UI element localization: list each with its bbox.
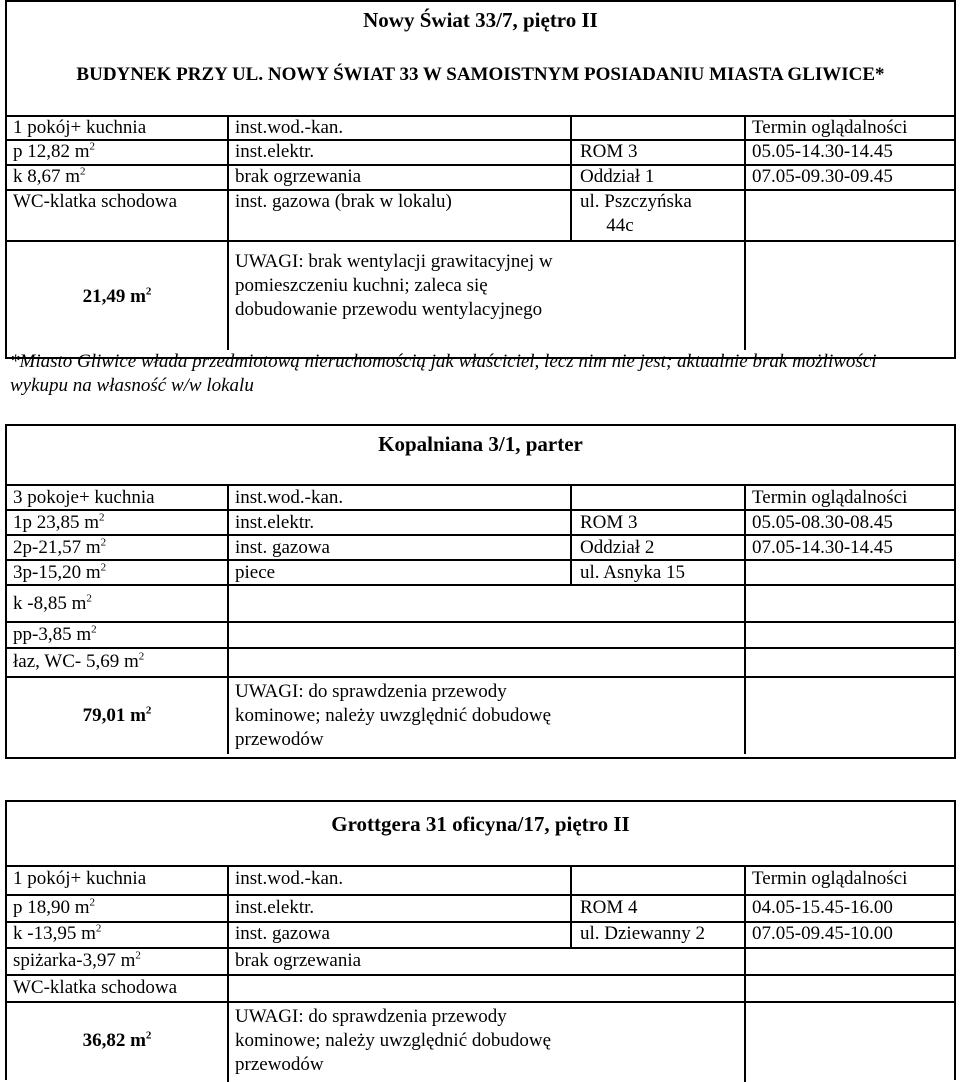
total-area: 21,49 $m^2$ [82, 285, 152, 307]
branch-address: ul. Asnyka 15 [580, 562, 686, 583]
section-nowy-swiat [5, 0, 956, 359]
room-label: WC-klatka schodowa [13, 191, 178, 212]
branch-address: 44c [606, 215, 634, 236]
room-area: spiżarka-3,97 $m^2$ [13, 949, 141, 971]
col-divider [744, 115, 746, 350]
room-area: 3p-15,20 $m^2$ [13, 561, 107, 583]
installation-item: inst.wod.-kan. [235, 117, 344, 138]
row-divider [7, 647, 954, 649]
branch-label: Oddział 2 [580, 537, 655, 558]
viewing-date: 05.05-08.30-08.45 [752, 512, 893, 533]
row-divider [7, 584, 954, 586]
rom-label: ROM 3 [580, 141, 638, 162]
branch-address: ul. Dziewanny 2 [580, 923, 706, 944]
room-label: 3 pokoje+ kuchnia [13, 487, 155, 508]
room-area: 2p-21,57 $m^2$ [13, 536, 107, 558]
viewing-date: 04.05-15.45-16.00 [752, 897, 893, 918]
row-divider [7, 947, 954, 949]
row-divider [7, 240, 954, 242]
row-divider [7, 621, 954, 623]
col-divider [744, 484, 746, 754]
installation-item: inst.elektr. [235, 897, 315, 918]
remarks: UWAGI: do sprawdzenia przewody kominowe; należy uwzględnić dobudowę przewodów [235, 681, 552, 750]
col-divider [227, 865, 229, 1082]
room-area: k -13,95 $m^2$ [13, 922, 102, 944]
room-area: 1p 23,85 $m^2$ [13, 511, 105, 533]
room-area: p 18,90 $m^2$ [13, 896, 96, 918]
viewing-header: Termin oglądalności [752, 117, 908, 138]
room-area: pp-3,85 $m^2$ [13, 623, 97, 645]
room-area: k 8,67 $m^2$ [13, 165, 86, 187]
branch-label: Oddział 1 [580, 166, 655, 187]
installation-item: brak ogrzewania [235, 950, 362, 971]
room-label: WC-klatka schodowa [13, 977, 178, 998]
installation-item: inst.wod.-kan. [235, 868, 344, 889]
room-label: 1 pokój+ kuchnia [13, 117, 147, 138]
remarks: UWAGI: do sprawdzenia przewody kominowe; należy uwzględnić dobudowę przewodów [235, 1006, 552, 1075]
section-title: Nowy Świat 33/7, piętro II [363, 8, 598, 32]
installation-item: inst. gazowa (brak w lokalu) [235, 191, 452, 212]
col-divider [570, 115, 572, 240]
installation-item: inst.elektr. [235, 141, 315, 162]
section-subtitle: BUDYNEK PRZY UL. NOWY ŚWIAT 33 W SAMOISTNYM POSIADANIU MIASTA GLIWICE* [76, 64, 885, 85]
viewing-date: 07.05-09.30-09.45 [752, 166, 893, 187]
row-divider [7, 1001, 954, 1003]
installation-item: piece [235, 562, 276, 583]
room-label: 1 pokój+ kuchnia [13, 868, 147, 889]
viewing-date: 07.05-14.30-14.45 [752, 537, 893, 558]
col-divider [744, 865, 746, 1082]
viewing-header: Termin oglądalności [752, 487, 908, 508]
section-title: Kopalniana 3/1, parter [378, 432, 583, 456]
remarks: UWAGI: brak wentylacji grawitacyjnej w pomieszczeniu kuchni; zaleca się dobudowanie przewodu wentylacyjnego [235, 251, 553, 320]
viewing-date: 07.05-09.45-10.00 [752, 923, 893, 944]
col-divider [570, 484, 572, 584]
rom-label: ROM 4 [580, 897, 638, 918]
installation-item: inst.wod.-kan. [235, 487, 344, 508]
footnote: *Miasto Gliwice włada przedmiotową nieruchomością jak właściciel, lecz nim nie jest; aktualnie brak możliwości wykupu na własność w/w lokalu [10, 351, 877, 396]
branch-address: ul. Pszczyńska [580, 191, 692, 212]
room-area: k -8,85 $m^2$ [13, 592, 92, 614]
room-area: p 12,82 $m^2$ [13, 140, 96, 162]
viewing-header: Termin oglądalności [752, 868, 908, 889]
total-area: 79,01 $m^2$ [82, 704, 152, 726]
installation-item: inst. gazowa [235, 537, 330, 558]
rom-label: ROM 3 [580, 512, 638, 533]
viewing-date: 05.05-14.30-14.45 [752, 141, 893, 162]
col-divider [570, 865, 572, 947]
col-divider [227, 115, 229, 350]
section-grottgera [5, 800, 956, 1080]
total-area: 36,82 $m^2$ [82, 1029, 152, 1051]
section-kopalniana [5, 424, 956, 759]
installation-item: brak ogrzewania [235, 166, 362, 187]
room-area: łaz, WC- 5,69 $m^2$ [13, 650, 145, 672]
col-divider [227, 484, 229, 754]
section-title: Grottgera 31 oficyna/17, piętro II [331, 812, 630, 836]
installation-item: inst.elektr. [235, 512, 315, 533]
installation-item: inst. gazowa [235, 923, 330, 944]
row-divider [7, 676, 954, 678]
